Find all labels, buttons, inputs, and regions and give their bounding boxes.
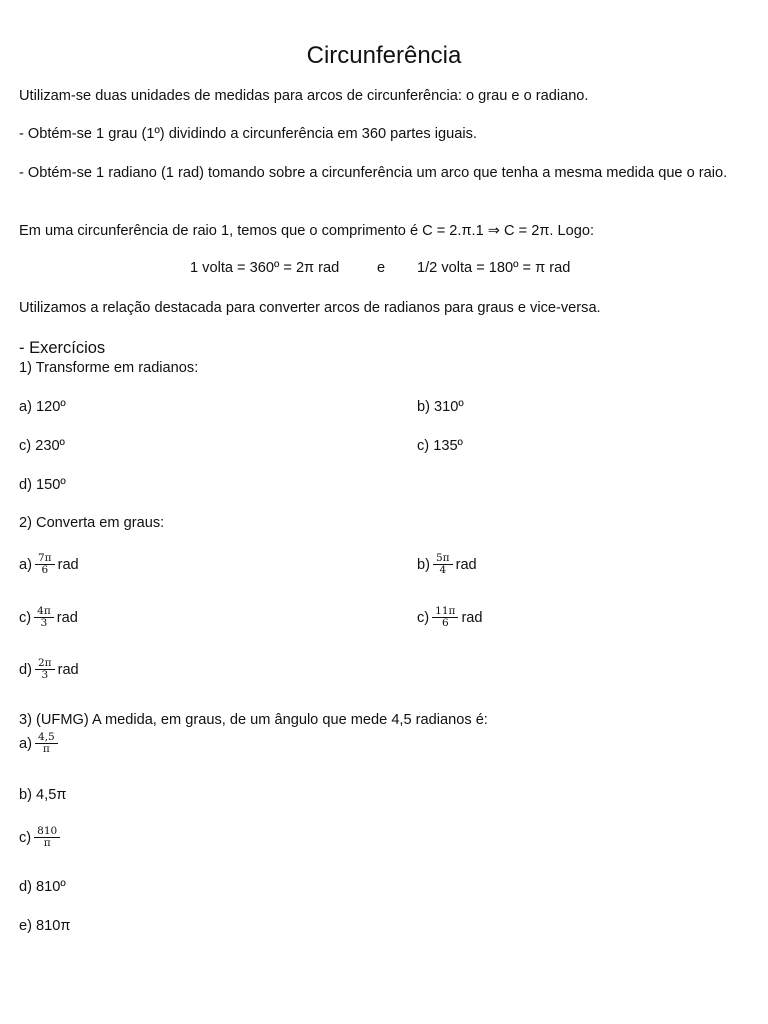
unit-label: rad (461, 609, 483, 626)
fraction-numerator: 5π (433, 553, 453, 565)
q1-option-a: a) 120º (19, 399, 66, 415)
q3-option-a (19, 732, 61, 755)
fraction-denominator: 3 (41, 669, 49, 681)
q2-option-b-label: b) (417, 556, 430, 573)
intro-paragraph-units: Utilizam-se duas unidades de medidas para arcos de circunferência: o grau e o radiano. (19, 88, 589, 104)
formula-half-turn: 1/2 volta = 180º = π rad (417, 260, 571, 276)
q2-option-d (19, 658, 79, 681)
q1-option-b: b) 310º (417, 399, 464, 415)
q2-option-a (19, 553, 79, 576)
q2-option-c-right-fraction (432, 606, 458, 629)
q2-option-c-right-label: c) (417, 609, 430, 626)
formula-full-turn: 1 volta = 360º = 2π rad (190, 260, 340, 276)
q3-option-a-fraction (35, 732, 58, 755)
fraction-denominator: 6 (41, 564, 49, 576)
fraction-denominator: π (43, 837, 51, 849)
q2-option-a-label: a) (19, 556, 32, 573)
fraction-numerator: 810 (34, 826, 60, 838)
q2-option-c-left-label: c) (19, 609, 32, 626)
q3-option-b: b) 4,5π (19, 787, 67, 803)
q3-option-c-label: c) (19, 829, 32, 846)
q3-option-e: e) 810π (19, 918, 71, 934)
page-title: Circunferência (306, 42, 462, 69)
q1-option-c-right: c) 135º (417, 438, 463, 454)
unit-label: rad (57, 661, 79, 678)
fraction-numerator: 2π (35, 658, 55, 670)
fraction-denominator: 6 (441, 617, 449, 629)
q1-option-c-left: c) 230º (19, 438, 65, 454)
unit-label: rad (455, 556, 477, 573)
q2-option-d-label: d) (19, 661, 32, 678)
q2-option-a-fraction (35, 553, 55, 576)
fraction-denominator: π (42, 743, 50, 755)
fraction-denominator: 4 (439, 564, 447, 576)
q1-option-d: d) 150º (19, 477, 66, 493)
fraction-numerator: 11π (432, 606, 458, 618)
formula-connector: e (377, 260, 386, 276)
q2-option-c-left (19, 606, 78, 629)
exercises-heading: - Exercícios (19, 339, 106, 357)
q2-option-b (417, 553, 477, 576)
q2-option-c-right (417, 606, 483, 629)
unit-label: rad (56, 609, 78, 626)
intro-paragraph-circumference: Em uma circunferência de raio 1, temos que o comprimento é C = 2.π.1 ⇒ C = 2π. Logo: (19, 223, 595, 239)
intro-paragraph-radian: - Obtém-se 1 radiano (1 rad) tomando sobre a circunferência um arco que tenha a mesma medida que o raio. (19, 165, 728, 181)
fraction-denominator: 3 (40, 617, 48, 629)
intro-paragraph-degree: - Obtém-se 1 grau (1º) dividindo a circunferência em 360 partes iguais. (19, 126, 477, 142)
question-3-prompt: 3) (UFMG) A medida, em graus, de um ângulo que mede 4,5 radianos é: (19, 712, 488, 728)
question-1-prompt: 1) Transforme em radianos: (19, 360, 199, 376)
q2-option-d-fraction (35, 658, 55, 681)
unit-label: rad (57, 556, 79, 573)
intro-paragraph-conversion: Utilizamos a relação destacada para converter arcos de radianos para graus e vice-versa. (19, 300, 601, 316)
q2-option-c-left-fraction (34, 606, 54, 629)
fraction-numerator: 4,5 (35, 732, 58, 744)
question-2-prompt: 2) Converta em graus: (19, 515, 165, 531)
q2-option-b-fraction (433, 553, 453, 576)
q3-option-d: d) 810º (19, 879, 66, 895)
q3-option-c (19, 826, 63, 849)
q3-option-c-fraction (34, 826, 60, 849)
q3-option-a-label: a) (19, 735, 32, 752)
fraction-numerator: 7π (35, 553, 55, 565)
fraction-numerator: 4π (34, 606, 54, 618)
